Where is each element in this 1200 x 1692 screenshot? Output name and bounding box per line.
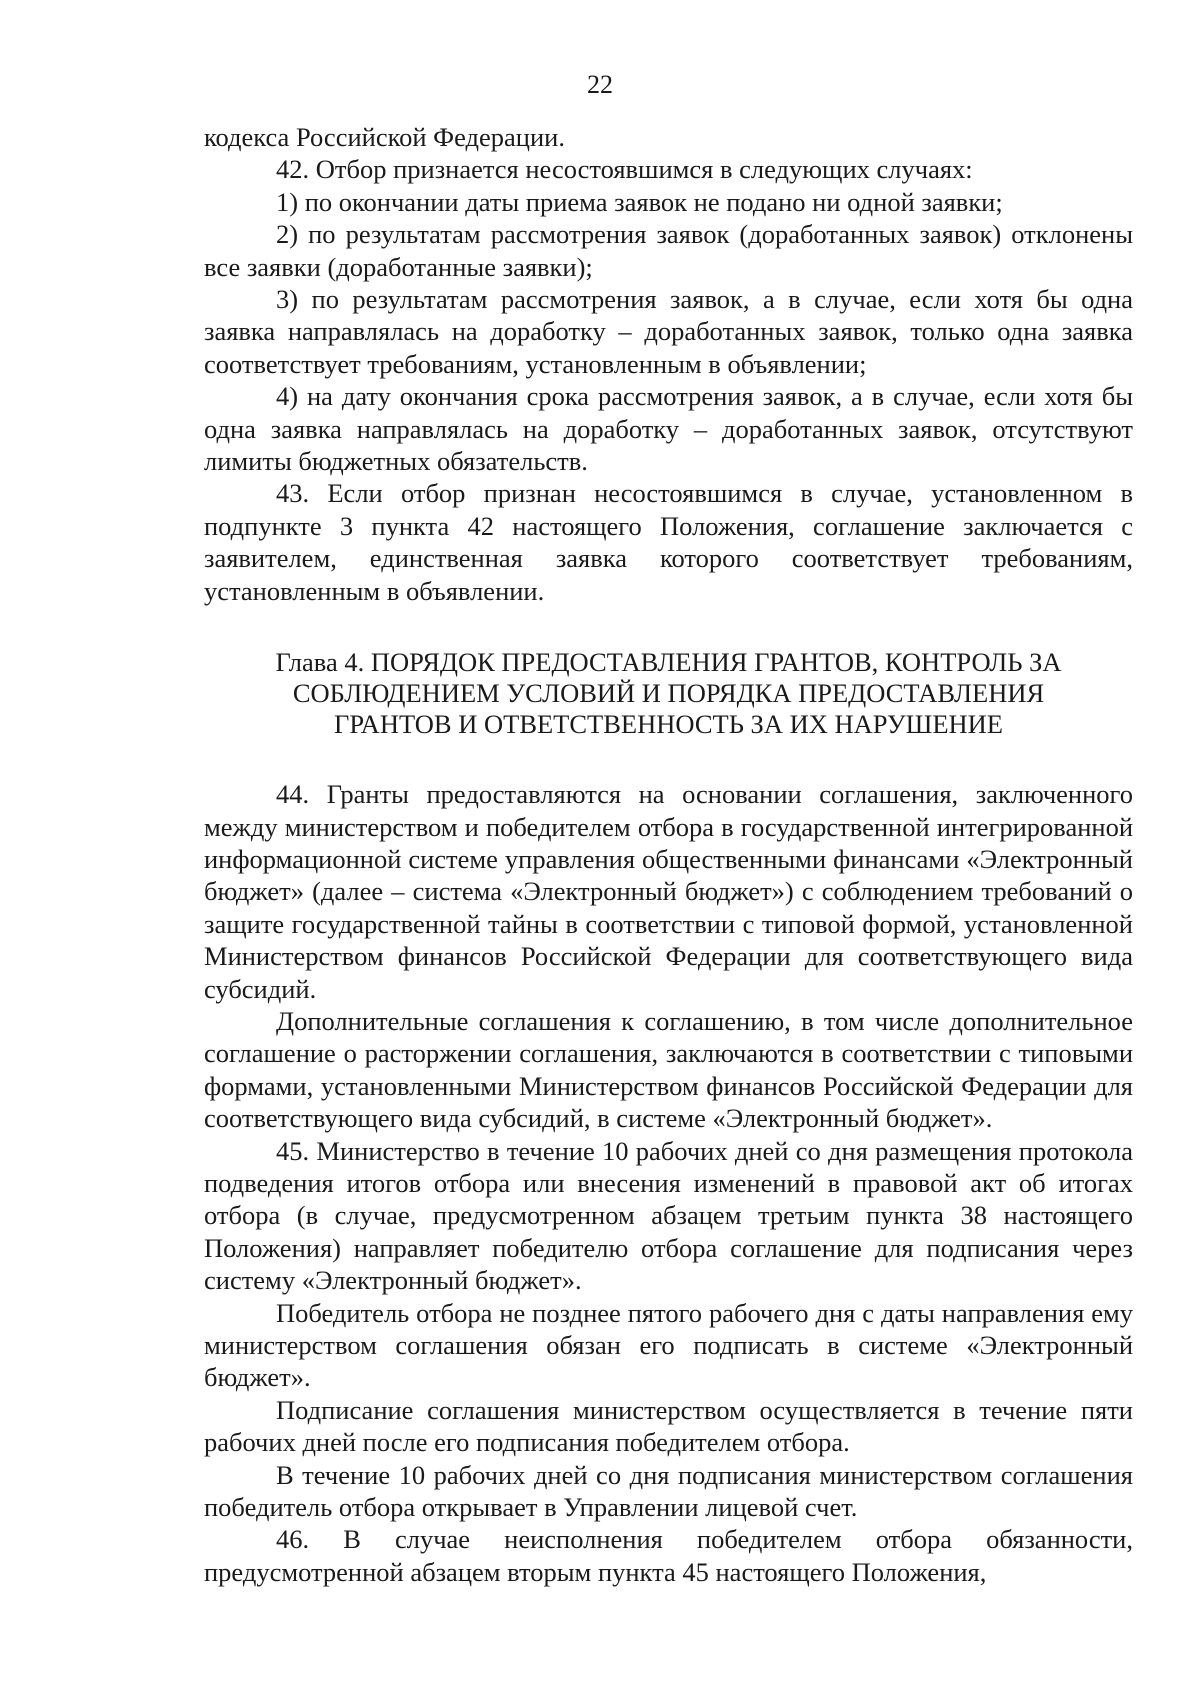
- paragraph-additional-agreements: Дополнительные соглашения к соглашению, в том числе дополнительное соглашение о расторжении соглашения, заключаются в соответствии с типовыми формами, установленными Министерством финансов Российской Федерации для соответствующего вида субсидий, в системе «Электронный бюджет».: [204, 1005, 1133, 1134]
- paragraph-subitem-3: 3) по результатам рассмотрения заявок, а в случае, если хотя бы одна заявка направлялась на доработку – доработанных заявок, только одна заявка соответствует требованиям, установленным в объявлении;: [204, 284, 1133, 379]
- paragraph-subitem-1: 1) по окончании даты приема заявок не подано ни одной заявки;: [276, 186, 1003, 217]
- paragraph-ministry-signing: Подписание соглашения министерством осуществляется в течение пяти рабочих дней после его подписания победителем отбора.: [204, 1394, 1133, 1458]
- paragraph-continuation: кодекса Российской Федерации.: [204, 122, 565, 152]
- chapter-heading-line: СОБЛЮДЕНИЕМ УСЛОВИЙ И ПОРЯДКА ПРЕДОСТАВЛЕНИЯ: [292, 678, 1045, 709]
- chapter-heading-line: Глава 4. ПОРЯДОК ПРЕДОСТАВЛЕНИЯ ГРАНТОВ, КОНТРОЛЬ ЗА: [275, 647, 1062, 678]
- paragraph-item-44: 44. Гранты предоставляются на основании соглашения, заключенного между министерством и победителем отбора в государственной интегрированной информационной системе управления общественными финансами «Электронный бюджет» (далее – система «Электронный бюджет») с соблюдением требований о защите государственной тайны в соответствии с типовой формой, установленной Министерством финансов Российской Федерации для соответствующего вида субсидий.: [204, 779, 1133, 1004]
- paragraph-item-46: 46. В случае неисполнения победителем отбора обязанности, предусмотренной абзацем вторым пункта 45 настоящего Положения,: [204, 1524, 1133, 1587]
- paragraph-winner-signing: Победитель отбора не позднее пятого рабочего дня с даты направления ему министерством соглашения обязан его подписать в системе «Электронный бюджет».: [204, 1297, 1133, 1393]
- paragraph-subitem-2: 2) по результатам рассмотрения заявок (доработанных заявок) отклонены все заявки (доработанные заявки);: [204, 219, 1133, 282]
- paragraph-item-45: 45. Министерство в течение 10 рабочих дней со дня размещения протокола подведения итогов отбора или внесения изменений в правовой акт об итогах отбора (в случае, предусмотренном абзацем третьим пункта 38 настоящего Положения) направляет победителю отбора соглашение для подписания через систему «Электронный бюджет».: [204, 1135, 1133, 1296]
- paragraph-item-42: 42. Отбор признается несостоявшимся в следующих случаях:: [276, 154, 973, 185]
- paragraph-subitem-4: 4) на дату окончания срока рассмотрения заявок, а в случае, если хотя бы одна заявка направлялась на доработку – доработанных заявок, отсутствуют лимиты бюджетных обязательств.: [204, 381, 1133, 477]
- chapter-heading: [204, 647, 1133, 740]
- document-body: [204, 121, 1133, 1588]
- paragraph-item-43: 43. Если отбор признан несостоявшимся в случае, установленном в подпункте 3 пункта 42 настоящего Положения, соглашение заключается с заявителем, единственная заявка которого соответствует требованиям, установленным в объявлении.: [204, 478, 1133, 606]
- paragraph-account-opening: В течение 10 рабочих дней со дня подписания министерством соглашения победитель отбора открывает в Управлении лицевой счет.: [204, 1459, 1133, 1523]
- chapter-heading-line: ГРАНТОВ И ОТВЕТСТВЕННОСТЬ ЗА ИХ НАРУШЕНИЕ: [334, 709, 1003, 740]
- page-number: 22: [587, 70, 613, 99]
